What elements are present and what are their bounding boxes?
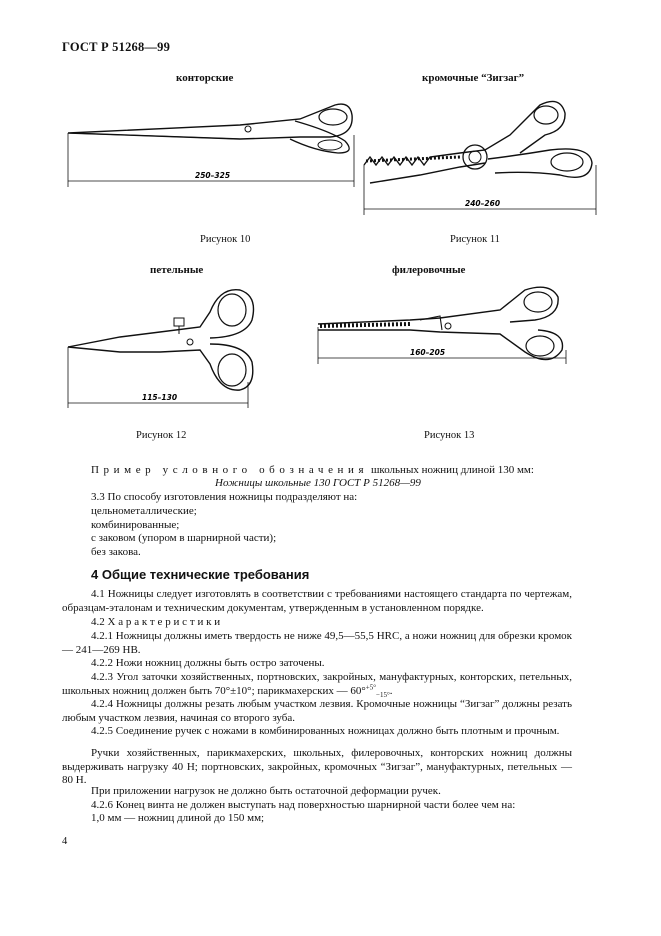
angle-tolerance-lower: −15° [376,690,390,699]
paragraph-4-2-3-text: 4.2.3 Угол заточки хозяйственных, портновских, закройных, мануфактурных, конторских, петельных, школьных ножниц должен быть 70°±10°; парикмахерских — 60° [62,671,572,697]
clause-3-3-intro: 3.3 По способу изготовления ножницы подразделяют на: [91,491,358,503]
figure-12-buttonhole-scissors [60,282,260,417]
figure-10-title: конторские [176,72,234,84]
paragraph-4-2-3-end: . [389,684,393,697]
figure-11-title: кромочные “Зигзаг” [422,72,525,84]
example-designation: Ножницы школьные 130 ГОСТ Р 51268—99 [215,477,421,489]
figure-11-dimension: 240–260 [465,199,501,208]
paragraph-4-2-word: Характеристики [107,616,223,628]
figure-13-dimension: 160–205 [410,348,446,357]
section-4-title: 4 Общие технические требования [91,567,310,582]
clause-3-3-item: без закова. [91,546,141,558]
figure-13-title: филеровочные [392,264,466,276]
paragraph-4-2-4: 4.2.4 Ножницы должны резать любым участком лезвия. Кромочные ножницы “Зигзаг” должны резать любым участком лезвия, начиная со второго зуба. [62,698,572,724]
paragraph-handles: Ручки хозяйственных, парикмахерских, школьных, филеровочных, конторских ножниц должны выдерживать нагрузку 40 Н; портновских, закройных, кромочных “Зигзаг”, мануфактурных, петельных — 80 Н. [62,747,572,787]
document-header: ГОСТ Р 51268—99 [62,40,171,54]
paragraph-4-2-5: 4.2.5 Соединение ручек с ножами в комбинированных ножницах должно быть плотным и прочным. [91,725,560,737]
clause-3-3-item: комбинированные; [91,519,180,531]
paragraph-4-2 [91,616,223,630]
paragraph-load: При приложении нагрузок не должно быть остаточной деформации ручек. [91,785,441,797]
figure-10-dimension: 250–325 [195,171,231,180]
paragraph-4-2-number: 4.2 [91,616,105,628]
figure-10-caption: Рисунок 10 [200,234,251,245]
paragraph-4-2-3 [62,671,572,698]
paragraph-4-2-1: 4.2.1 Ножницы должны иметь твердость не ниже 49,5—55,5 HRC, а ножи ножниц для обрезки кромок — 241—269 НВ. [62,630,572,656]
figure-13-caption: Рисунок 13 [424,430,475,441]
clause-3-3-item: с заковом (упором в шарнирной части); [91,532,277,544]
example-line [91,464,534,478]
paragraph-4-1: 4.1 Ножницы следует изготовлять в соответствии с требованиями настоящего стандарта по чертежам, образцам-эталонам и техническим документам, утвержденным в установленном порядке. [62,588,572,614]
page-number: 4 [62,836,68,847]
clause-3-3-item: цельнометаллические; [91,505,197,517]
angle-tolerance-upper: +5° [365,683,377,692]
paragraph-4-2-2: 4.2.2 Ножи ножниц должны быть остро заточены. [91,657,325,669]
paragraph-1mm: 1,0 мм — ножниц длиной до 150 мм; [91,812,265,824]
figure-12-title: петельные [150,264,204,276]
paragraph-4-2-6: 4.2.6 Конец винта не должен выступать над поверхностью шарнирной части более чем на: [91,799,516,811]
example-rest: школьных ножниц длиной 130 мм: [370,464,534,476]
figure-11-caption: Рисунок 11 [450,234,500,245]
figure-11-zigzag-scissors [360,95,605,220]
figure-12-dimension: 115–130 [142,393,178,402]
figure-13-filet-scissors [310,282,580,392]
example-lead: Пример условного обозначения [91,464,369,476]
figure-10-office-scissors [60,95,360,195]
figure-12-caption: Рисунок 12 [136,430,187,441]
